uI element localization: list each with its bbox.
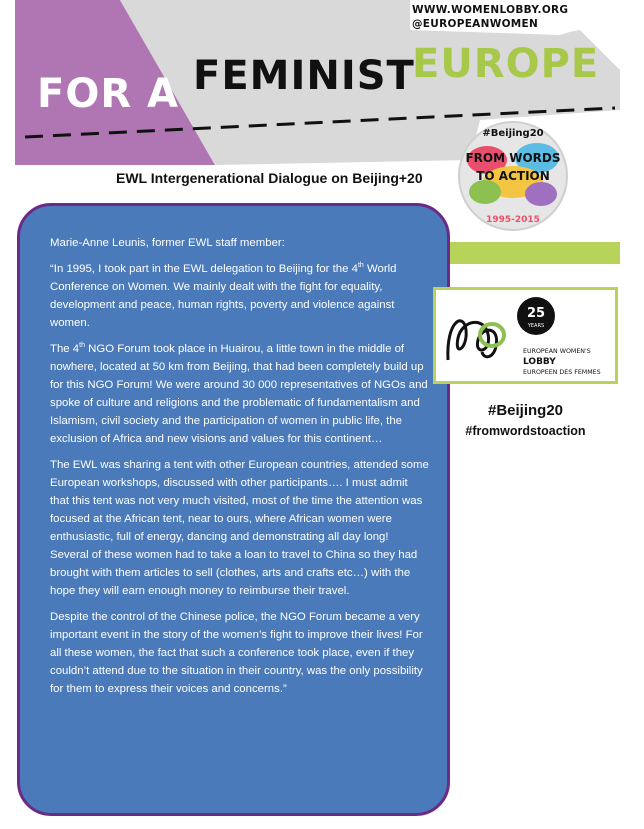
article-paragraph-2: The 4th NGO Forum took place in Huairou, a little town in the middle of nowhere, located at 50 km from Beijing, that had been completely build up for this NGO Forum! We were around 30 000 representatives of NGOs and spoke of culture and religions and the problematic of fundamentalism and Islamism, civil society and the participation of women in public life, the exclusion of Africa and new visions and values for this continent…	[50, 342, 428, 445]
ewl-logo-box	[433, 287, 618, 384]
article-box	[17, 203, 450, 816]
beijing20-stamp-logo	[457, 120, 569, 232]
stamp-line2: TO ACTION	[476, 169, 550, 183]
logo-years-number: 25	[526, 306, 546, 321]
title-for-a: FOR A	[37, 71, 180, 117]
logo-line3: EUROPEEN DES FEMMES	[523, 369, 601, 376]
stamp-line1: FROM WORDS	[465, 151, 561, 165]
article-author: Marie-Anne Leunis, former EWL staff member:	[50, 237, 285, 249]
article-paragraph-1: “In 1995, I took part in the EWL delegation to Beijing for the 4th World Conference on Women. We mainly dealt with the fight for equality, development and peace, human rights, poverty and violence against women.	[50, 262, 397, 329]
stamp-years: 1995-2015	[486, 215, 540, 225]
hashtag-beijing20[interactable]: #Beijing20	[487, 402, 564, 419]
title-europe: EUROPE	[412, 41, 600, 87]
logo-line1: EUROPEAN WOMEN'S	[523, 348, 591, 355]
page-subtitle: EWL Intergenerational Dialogue on Beijing+20	[116, 170, 423, 186]
article-paragraph-3: The EWL was sharing a tent with other European countries, attended some European workshops, discussed with other participants…. I must admit that this tent was not very much visited, most of the time the attention was focused at the African tent, near to ours, where African women were enthusiastic, full of energy, dancing and demonstrating all day long! Several of these women had to take a loan to travel to China so they had brought with them articles to sell (clothes, arts and crafts etc…) with the hope they will earn enough money to reimburse their travel.	[50, 459, 429, 597]
title-feminist: FEMINIST	[193, 53, 415, 99]
article-paragraph-4: Despite the control of the Chinese police, the NGO Forum became a very important event in the story of the women’s fight to improve their lives! For all these women, the fact that such a conference took place, even if they couldn’t attend due to the situation in their country, was the only possibility for them to express their voices and concerns.”	[50, 611, 423, 695]
stamp-hashtag: #Beijing20	[482, 128, 544, 139]
website-url[interactable]: WWW.WOMENLOBBY.ORG	[412, 4, 569, 16]
ewl-logo	[436, 290, 615, 381]
logo-years-label: YEARS	[527, 323, 545, 329]
hashtag-fromwordstoaction[interactable]: #fromwordstoaction	[465, 424, 586, 438]
logo-line2: LOBBY	[523, 357, 556, 367]
green-accent-bar	[450, 242, 620, 264]
twitter-handle[interactable]: @EUROPEANWOMEN	[412, 18, 539, 30]
